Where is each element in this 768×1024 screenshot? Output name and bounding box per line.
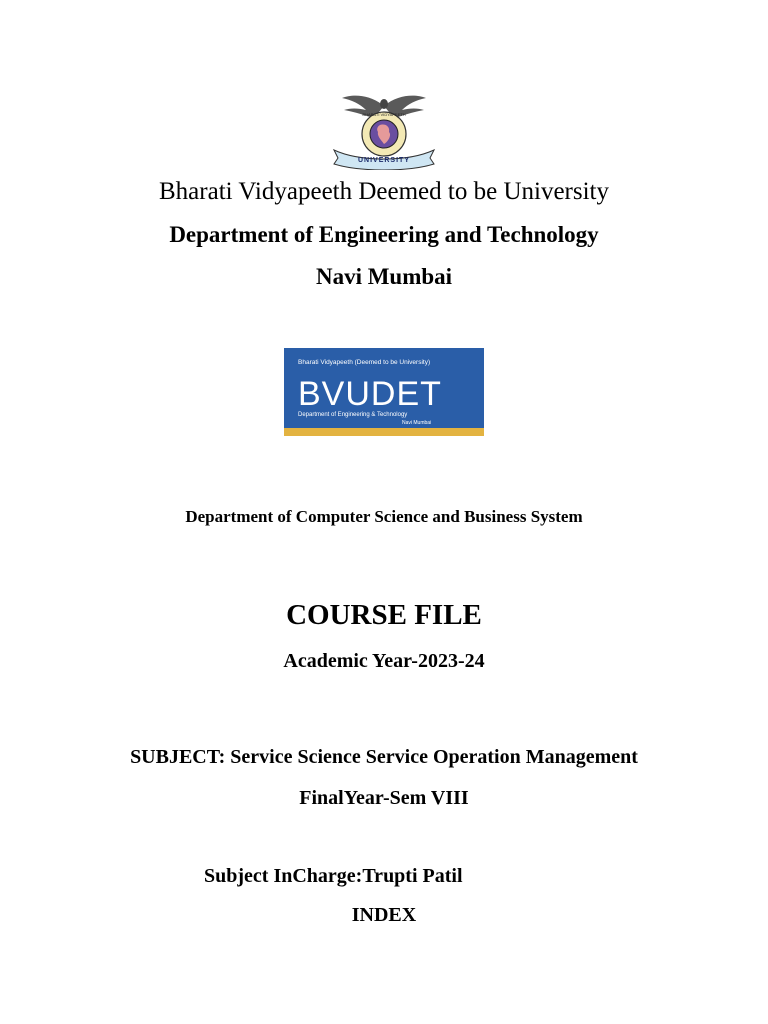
course-file-title: COURSE FILE bbox=[286, 599, 482, 631]
cs-department-name: Department of Computer Science and Business System bbox=[185, 507, 583, 526]
seal-ribbon-text: UNIVERSITY bbox=[357, 157, 411, 164]
logo-sub-text: Department of Engineering & Technology bbox=[298, 412, 408, 418]
bvudet-logo-icon bbox=[284, 348, 484, 436]
university-seal-icon bbox=[330, 92, 438, 170]
logo-city-text: Navi Mumbai bbox=[402, 420, 432, 426]
university-name: Bharati Vidyapeeth Deemed to be University bbox=[159, 178, 609, 205]
index-heading: INDEX bbox=[351, 904, 417, 926]
logo-top-text: Bharati Vidyapeeth (Deemed to be University) bbox=[298, 359, 431, 366]
department-name: Department of Engineering and Technology bbox=[169, 222, 599, 247]
seal-arc-text: BHARATI VIDYAPEETH bbox=[362, 112, 406, 117]
academic-year: Academic Year-2023-24 bbox=[283, 650, 485, 672]
logo-main-text: BVUDET bbox=[298, 375, 442, 413]
subject-incharge: Subject InCharge:Trupti Patil bbox=[204, 865, 463, 887]
logo-bottom-bar bbox=[284, 428, 484, 436]
subject-line: SUBJECT: Service Science Service Operation Management bbox=[130, 746, 638, 768]
city-name: Navi Mumbai bbox=[315, 264, 453, 289]
year-semester: FinalYear-Sem VIII bbox=[299, 787, 469, 809]
eagle-head bbox=[380, 99, 388, 109]
